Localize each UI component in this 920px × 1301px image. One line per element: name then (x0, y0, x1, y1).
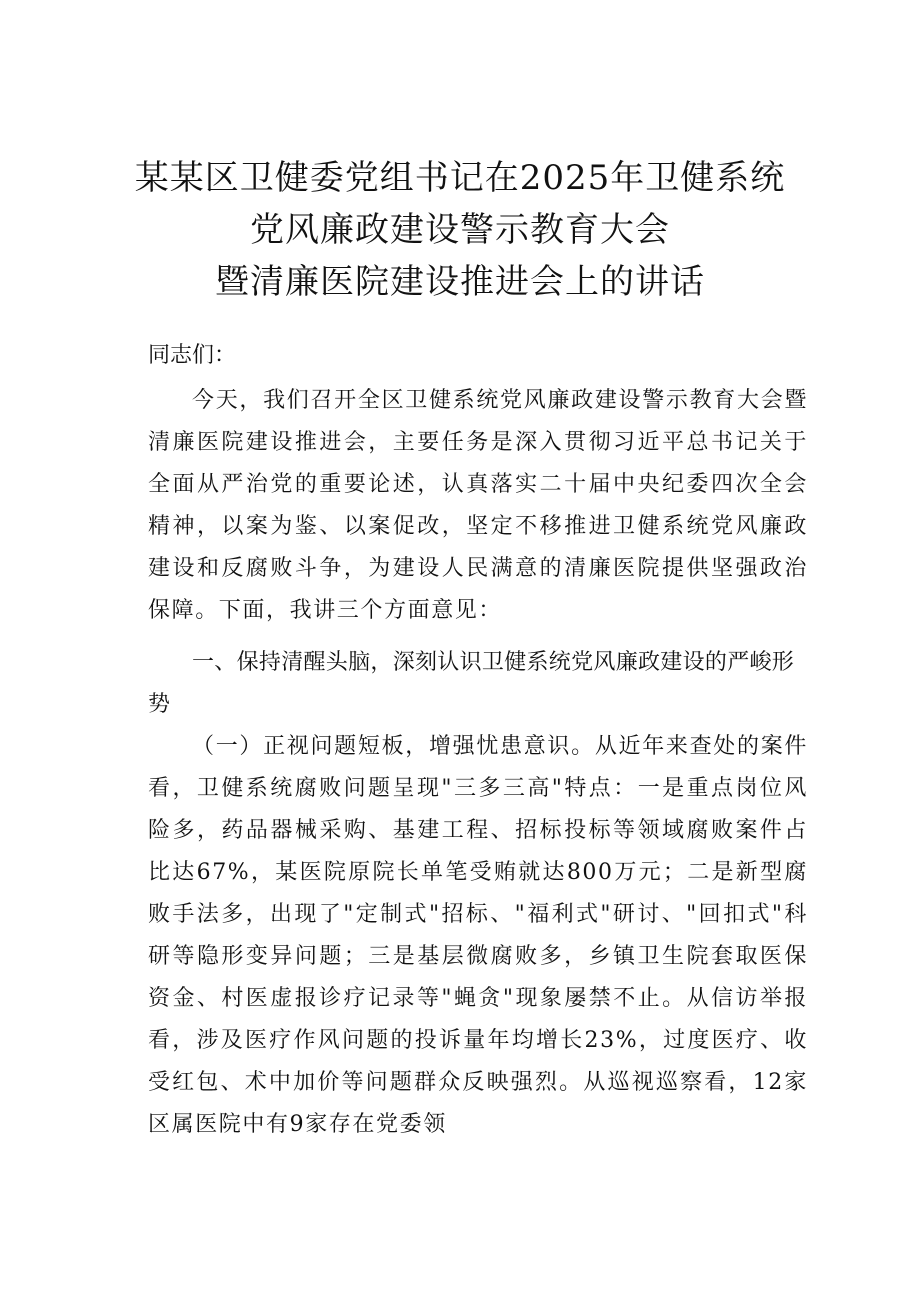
title-line-2: 党风廉政建设警示教育大会 (250, 210, 670, 250)
salutation: 同志们： (148, 343, 237, 368)
section-heading-1: 一、保持清醒头脑，深刻认识卫健系统党风廉政建设的严峻形势 (148, 650, 795, 717)
title-line-1: 某某区卫健委党组书记在2025年卫健系统 (134, 158, 786, 198)
document-title (0, 152, 920, 308)
intro-paragraph: 今天，我们召开全区卫健系统党风廉政建设警示教育大会暨清廉医院建设推进会，主要任务是深入贯彻习近平总书记关于全面从严治党的重要论述，认真落实二十届中央纪委四次全会精神，以案为鉴、以案促改，坚定不移推进卫健系统党风廉政建设和反腐败斗争，为建设人民满意的清廉医院提供坚强政治保障。下面，我讲三个方面意见： (148, 388, 808, 623)
subsection-paragraph-1: （一）正视问题短板，增强忧患意识。从近年来查处的案件看，卫健系统腐败问题呈现"三多三高"特点：一是重点岗位风险多，药品器械采购、基建工程、招标投标等领域腐败案件占比达67%，某医院原院长单笔受贿就达800万元；二是新型腐败手法多，出现了"定制式"招标、"福利式"研讨、"回扣式"科研等隐形变异问题；三是基层微腐败多，乡镇卫生院套取医保资金、村医虚报诊疗记录等"蝇贪"现象屡禁不止。从信访举报看，涉及医疗作风问题的投诉量年均增长23%，过度医疗、收受红包、术中加价等问题群众反映强烈。从巡视巡察看，12家区属医院中有9家存在党委领 (148, 734, 808, 1137)
title-line-3: 暨清廉医院建设推进会上的讲话 (215, 262, 705, 302)
